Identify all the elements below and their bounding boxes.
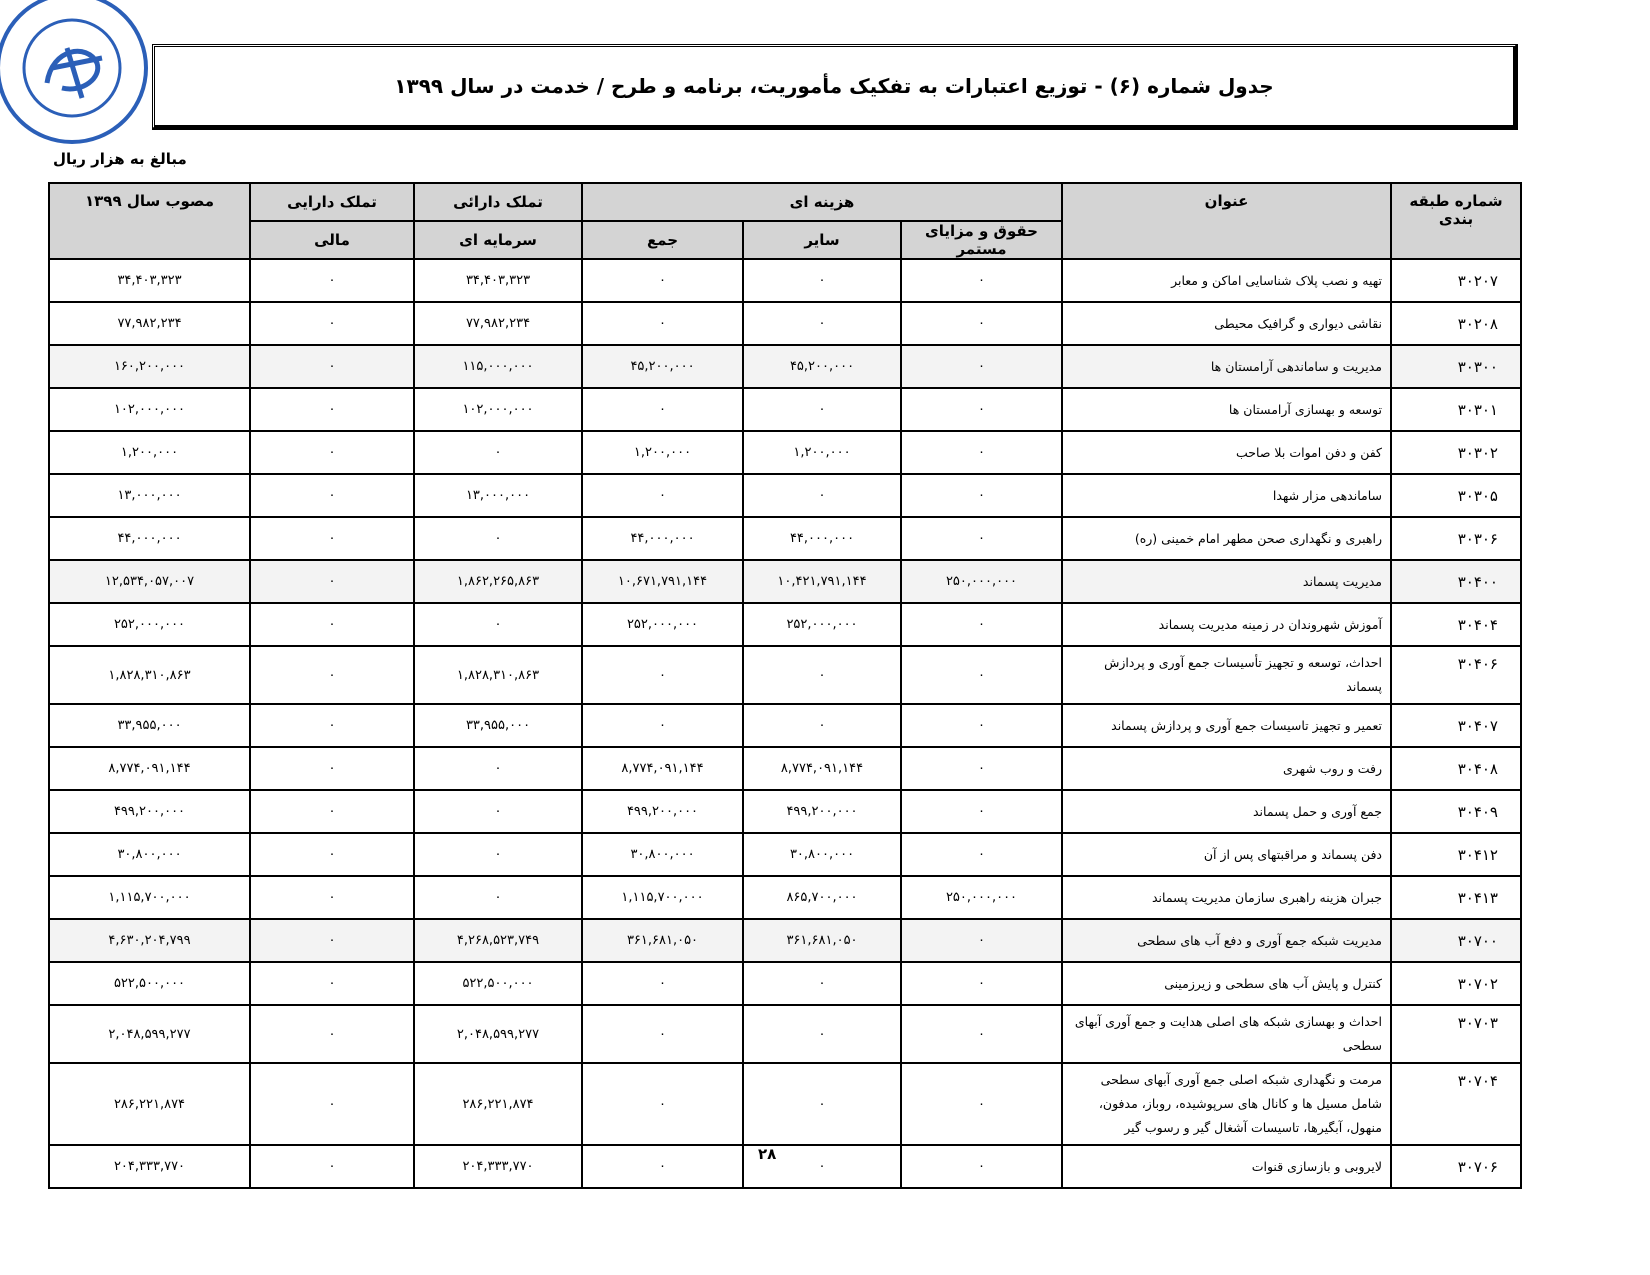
col-header-other: سایر [743, 221, 901, 259]
col-header-financial-group: تملک دارایی [250, 183, 414, 221]
cell-title: آموزش شهروندان در زمینه مدیریت پسماند [1062, 603, 1391, 646]
cell-financial: ۰ [250, 704, 414, 747]
cell-other: ۴۴,۰۰۰,۰۰۰ [743, 517, 901, 560]
cell-approved: ۲۸۶,۲۲۱,۸۷۴ [49, 1063, 250, 1145]
cell-sum: ۰ [582, 388, 743, 431]
cell-title: جبران هزینه راهبری سازمان مدیریت پسماند [1062, 876, 1391, 919]
cell-sum: ۳۶۱,۶۸۱,۰۵۰ [582, 919, 743, 962]
cell-salary: ۰ [901, 747, 1062, 790]
cell-salary: ۰ [901, 1005, 1062, 1063]
cell-code: ۳۰۷۰۶ [1391, 1145, 1521, 1188]
col-header-code: شماره طبقه بندی [1391, 183, 1521, 259]
cell-other: ۰ [743, 704, 901, 747]
cell-financial: ۰ [250, 1063, 414, 1145]
title-box [152, 44, 1518, 130]
col-header-approved: مصوب سال ۱۳۹۹ [49, 183, 250, 259]
col-header-capital-group: تملک دارائی [414, 183, 582, 221]
cell-capital: ۵۲۲,۵۰۰,۰۰۰ [414, 962, 582, 1005]
cell-capital: ۰ [414, 431, 582, 474]
cell-code: ۳۰۴۰۰ [1391, 560, 1521, 603]
cell-code: ۳۰۷۰۲ [1391, 962, 1521, 1005]
cell-salary: ۰ [901, 388, 1062, 431]
cell-approved: ۱۰۲,۰۰۰,۰۰۰ [49, 388, 250, 431]
cell-financial: ۰ [250, 919, 414, 962]
cell-salary: ۰ [901, 1145, 1062, 1188]
cell-code: ۳۰۴۰۹ [1391, 790, 1521, 833]
cell-financial: ۰ [250, 345, 414, 388]
cell-salary: ۲۵۰,۰۰۰,۰۰۰ [901, 876, 1062, 919]
cell-sum: ۰ [582, 704, 743, 747]
cell-title: لایروبی و بازسازی قنوات [1062, 1145, 1391, 1188]
cell-capital: ۰ [414, 876, 582, 919]
table-row [49, 747, 1521, 790]
cell-other: ۰ [743, 1063, 901, 1145]
cell-approved: ۲,۰۴۸,۵۹۹,۲۷۷ [49, 1005, 250, 1063]
cell-sum: ۰ [582, 646, 743, 704]
cell-code: ۳۰۴۰۷ [1391, 704, 1521, 747]
cell-financial: ۰ [250, 1005, 414, 1063]
cell-title: تهیه و نصب پلاک شناسایی اماکن و معابر [1062, 259, 1391, 302]
cell-salary: ۰ [901, 646, 1062, 704]
cell-salary: ۲۵۰,۰۰۰,۰۰۰ [901, 560, 1062, 603]
cell-capital: ۰ [414, 790, 582, 833]
cell-salary: ۰ [901, 704, 1062, 747]
cell-title: راهبری و نگهداری صحن مطهر امام خمینی (ره) [1062, 517, 1391, 560]
table-row [49, 259, 1521, 302]
cell-title: مدیریت پسماند [1062, 560, 1391, 603]
cell-capital: ۲,۰۴۸,۵۹۹,۲۷۷ [414, 1005, 582, 1063]
cell-code: ۳۰۳۰۱ [1391, 388, 1521, 431]
table-row [49, 646, 1521, 704]
cell-salary: ۰ [901, 603, 1062, 646]
cell-sum: ۰ [582, 259, 743, 302]
cell-sum: ۱,۱۱۵,۷۰۰,۰۰۰ [582, 876, 743, 919]
cell-code: ۳۰۳۰۵ [1391, 474, 1521, 517]
page-number: ۲۸ [758, 1145, 777, 1163]
cell-capital: ۷۷,۹۸۲,۲۳۴ [414, 302, 582, 345]
table-row [49, 1063, 1521, 1145]
cell-capital: ۱۳,۰۰۰,۰۰۰ [414, 474, 582, 517]
cell-other: ۱,۲۰۰,۰۰۰ [743, 431, 901, 474]
table-row [49, 1005, 1521, 1063]
cell-sum: ۴۵,۲۰۰,۰۰۰ [582, 345, 743, 388]
cell-salary: ۰ [901, 833, 1062, 876]
cell-code: ۳۰۴۰۶ [1391, 646, 1521, 704]
cell-capital: ۳۳,۹۵۵,۰۰۰ [414, 704, 582, 747]
cell-code: ۳۰۷۰۴ [1391, 1063, 1521, 1145]
cell-capital: ۱,۸۶۲,۲۶۵,۸۶۳ [414, 560, 582, 603]
cell-approved: ۲۰۴,۳۳۳,۷۷۰ [49, 1145, 250, 1188]
cell-approved: ۱۶۰,۲۰۰,۰۰۰ [49, 345, 250, 388]
table-row [49, 345, 1521, 388]
cell-sum: ۰ [582, 302, 743, 345]
table-body [49, 259, 1521, 1188]
cell-other: ۰ [743, 388, 901, 431]
cell-other: ۴۹۹,۲۰۰,۰۰۰ [743, 790, 901, 833]
cell-title: احداث و بهسازی شبکه های اصلی هدایت و جمع آوری آبهای سطحی [1062, 1005, 1391, 1063]
table-row [49, 790, 1521, 833]
table-row [49, 431, 1521, 474]
budget-table [48, 182, 1522, 1189]
cell-capital: ۳۴,۴۰۳,۳۲۳ [414, 259, 582, 302]
page-title: جدول شماره (۶) - توزیع اعتبارات به تفکیک مأموریت، برنامه و طرح / خدمت در سال ۱۳۹۹ [394, 74, 1274, 98]
cell-capital: ۰ [414, 833, 582, 876]
cell-title: ساماندهی مزار شهدا [1062, 474, 1391, 517]
table-row [49, 833, 1521, 876]
cell-other: ۸۶۵,۷۰۰,۰۰۰ [743, 876, 901, 919]
table-row [49, 1145, 1521, 1188]
cell-salary: ۰ [901, 1063, 1062, 1145]
cell-approved: ۵۲۲,۵۰۰,۰۰۰ [49, 962, 250, 1005]
cell-code: ۳۰۳۰۰ [1391, 345, 1521, 388]
cell-code: ۳۰۲۰۷ [1391, 259, 1521, 302]
table-row [49, 962, 1521, 1005]
cell-financial: ۰ [250, 388, 414, 431]
cell-title: تعمیر و تجهیز تاسیسات جمع آوری و پردازش پسماند [1062, 704, 1391, 747]
cell-approved: ۲۵۲,۰۰۰,۰۰۰ [49, 603, 250, 646]
col-header-salary: حقوق و مزایای مستمر [901, 221, 1062, 259]
col-header-sum: جمع [582, 221, 743, 259]
cell-sum: ۰ [582, 1063, 743, 1145]
cell-approved: ۱۳,۰۰۰,۰۰۰ [49, 474, 250, 517]
cell-salary: ۰ [901, 517, 1062, 560]
cell-approved: ۴۹۹,۲۰۰,۰۰۰ [49, 790, 250, 833]
cell-financial: ۰ [250, 790, 414, 833]
cell-approved: ۴,۶۳۰,۲۰۴,۷۹۹ [49, 919, 250, 962]
table-row [49, 876, 1521, 919]
cell-sum: ۰ [582, 474, 743, 517]
cell-salary: ۰ [901, 474, 1062, 517]
cell-sum: ۴۴,۰۰۰,۰۰۰ [582, 517, 743, 560]
cell-other: ۸,۷۷۴,۰۹۱,۱۴۴ [743, 747, 901, 790]
council-stamp-logo [0, 0, 152, 148]
cell-sum: ۰ [582, 1005, 743, 1063]
cell-financial: ۰ [250, 560, 414, 603]
unit-note: مبالغ به هزار ریال [53, 150, 187, 168]
cell-other: ۰ [743, 646, 901, 704]
cell-financial: ۰ [250, 747, 414, 790]
cell-other: ۰ [743, 259, 901, 302]
cell-other: ۳۶۱,۶۸۱,۰۵۰ [743, 919, 901, 962]
cell-financial: ۰ [250, 603, 414, 646]
table-row [49, 517, 1521, 560]
cell-title: مرمت و نگهداری شبکه اصلی جمع آوری آبهای سطحی شامل مسیل ها و کانال های سرپوشیده، روباز، مدفون، منهول، آبگیرها، تاسیسات آشغال گیر و رسوب گیر [1062, 1063, 1391, 1145]
cell-approved: ۳۳,۹۵۵,۰۰۰ [49, 704, 250, 747]
cell-title: مدیریت و ساماندهی آرامستان ها [1062, 345, 1391, 388]
cell-title: احداث، توسعه و تجهیز تأسیسات جمع آوری و پردازش پسماند [1062, 646, 1391, 704]
cell-financial: ۰ [250, 517, 414, 560]
cell-capital: ۰ [414, 517, 582, 560]
cell-title: توسعه و بهسازی آرامستان ها [1062, 388, 1391, 431]
cell-salary: ۰ [901, 259, 1062, 302]
cell-code: ۳۰۷۰۰ [1391, 919, 1521, 962]
cell-salary: ۰ [901, 345, 1062, 388]
cell-approved: ۳۴,۴۰۳,۳۲۳ [49, 259, 250, 302]
cell-other: ۰ [743, 1005, 901, 1063]
cell-approved: ۱۲,۵۳۴,۰۵۷,۰۰۷ [49, 560, 250, 603]
cell-sum: ۰ [582, 1145, 743, 1188]
cell-financial: ۰ [250, 646, 414, 704]
cell-financial: ۰ [250, 962, 414, 1005]
col-header-current: هزینه ای [582, 183, 1062, 221]
cell-other: ۳۰,۸۰۰,۰۰۰ [743, 833, 901, 876]
cell-other: ۰ [743, 962, 901, 1005]
cell-other: ۰ [743, 1145, 901, 1188]
cell-approved: ۸,۷۷۴,۰۹۱,۱۴۴ [49, 747, 250, 790]
cell-code: ۳۰۴۱۲ [1391, 833, 1521, 876]
table-row [49, 560, 1521, 603]
cell-title: مدیریت شبکه جمع آوری و دفع آب های سطحی [1062, 919, 1391, 962]
cell-title: کفن و دفن اموات بلا صاحب [1062, 431, 1391, 474]
cell-approved: ۳۰,۸۰۰,۰۰۰ [49, 833, 250, 876]
cell-capital: ۰ [414, 603, 582, 646]
cell-approved: ۷۷,۹۸۲,۲۳۴ [49, 302, 250, 345]
cell-other: ۴۵,۲۰۰,۰۰۰ [743, 345, 901, 388]
cell-other: ۰ [743, 302, 901, 345]
table-row [49, 919, 1521, 962]
col-header-financial: مالی [250, 221, 414, 259]
col-header-capital: سرمایه ای [414, 221, 582, 259]
cell-sum: ۱۰,۶۷۱,۷۹۱,۱۴۴ [582, 560, 743, 603]
cell-approved: ۴۴,۰۰۰,۰۰۰ [49, 517, 250, 560]
cell-capital: ۲۸۶,۲۲۱,۸۷۴ [414, 1063, 582, 1145]
cell-financial: ۰ [250, 876, 414, 919]
table-row [49, 603, 1521, 646]
cell-code: ۳۰۳۰۲ [1391, 431, 1521, 474]
cell-sum: ۸,۷۷۴,۰۹۱,۱۴۴ [582, 747, 743, 790]
cell-sum: ۱,۲۰۰,۰۰۰ [582, 431, 743, 474]
cell-financial: ۰ [250, 431, 414, 474]
cell-capital: ۰ [414, 747, 582, 790]
cell-sum: ۳۰,۸۰۰,۰۰۰ [582, 833, 743, 876]
cell-code: ۳۰۴۰۴ [1391, 603, 1521, 646]
cell-title: دفن پسماند و مراقبتهای پس از آن [1062, 833, 1391, 876]
cell-capital: ۱,۸۲۸,۳۱۰,۸۶۳ [414, 646, 582, 704]
table-row [49, 704, 1521, 747]
cell-title: رفت و روب شهری [1062, 747, 1391, 790]
cell-other: ۱۰,۴۲۱,۷۹۱,۱۴۴ [743, 560, 901, 603]
col-header-title: عنوان [1062, 183, 1391, 259]
table-row [49, 302, 1521, 345]
cell-capital: ۱۰۲,۰۰۰,۰۰۰ [414, 388, 582, 431]
header-row-1 [49, 183, 1521, 221]
cell-other: ۰ [743, 474, 901, 517]
cell-code: ۳۰۴۰۸ [1391, 747, 1521, 790]
cell-approved: ۱,۸۲۸,۳۱۰,۸۶۳ [49, 646, 250, 704]
cell-capital: ۲۰۴,۳۳۳,۷۷۰ [414, 1145, 582, 1188]
cell-code: ۳۰۷۰۳ [1391, 1005, 1521, 1063]
cell-title: کنترل و پایش آب های سطحی و زیرزمینی [1062, 962, 1391, 1005]
cell-sum: ۰ [582, 962, 743, 1005]
cell-salary: ۰ [901, 302, 1062, 345]
cell-title: نقاشی دیواری و گرافیک محیطی [1062, 302, 1391, 345]
cell-salary: ۰ [901, 962, 1062, 1005]
cell-salary: ۰ [901, 790, 1062, 833]
cell-capital: ۱۱۵,۰۰۰,۰۰۰ [414, 345, 582, 388]
cell-title: جمع آوری و حمل پسماند [1062, 790, 1391, 833]
table-row [49, 474, 1521, 517]
cell-approved: ۱,۲۰۰,۰۰۰ [49, 431, 250, 474]
cell-sum: ۴۹۹,۲۰۰,۰۰۰ [582, 790, 743, 833]
cell-financial: ۰ [250, 1145, 414, 1188]
cell-code: ۳۰۳۰۶ [1391, 517, 1521, 560]
cell-financial: ۰ [250, 259, 414, 302]
cell-financial: ۰ [250, 302, 414, 345]
cell-approved: ۱,۱۱۵,۷۰۰,۰۰۰ [49, 876, 250, 919]
cell-capital: ۴,۲۶۸,۵۲۳,۷۴۹ [414, 919, 582, 962]
cell-sum: ۲۵۲,۰۰۰,۰۰۰ [582, 603, 743, 646]
cell-financial: ۰ [250, 833, 414, 876]
cell-code: ۳۰۲۰۸ [1391, 302, 1521, 345]
cell-code: ۳۰۴۱۳ [1391, 876, 1521, 919]
cell-other: ۲۵۲,۰۰۰,۰۰۰ [743, 603, 901, 646]
table-row [49, 388, 1521, 431]
cell-salary: ۰ [901, 431, 1062, 474]
cell-financial: ۰ [250, 474, 414, 517]
cell-salary: ۰ [901, 919, 1062, 962]
